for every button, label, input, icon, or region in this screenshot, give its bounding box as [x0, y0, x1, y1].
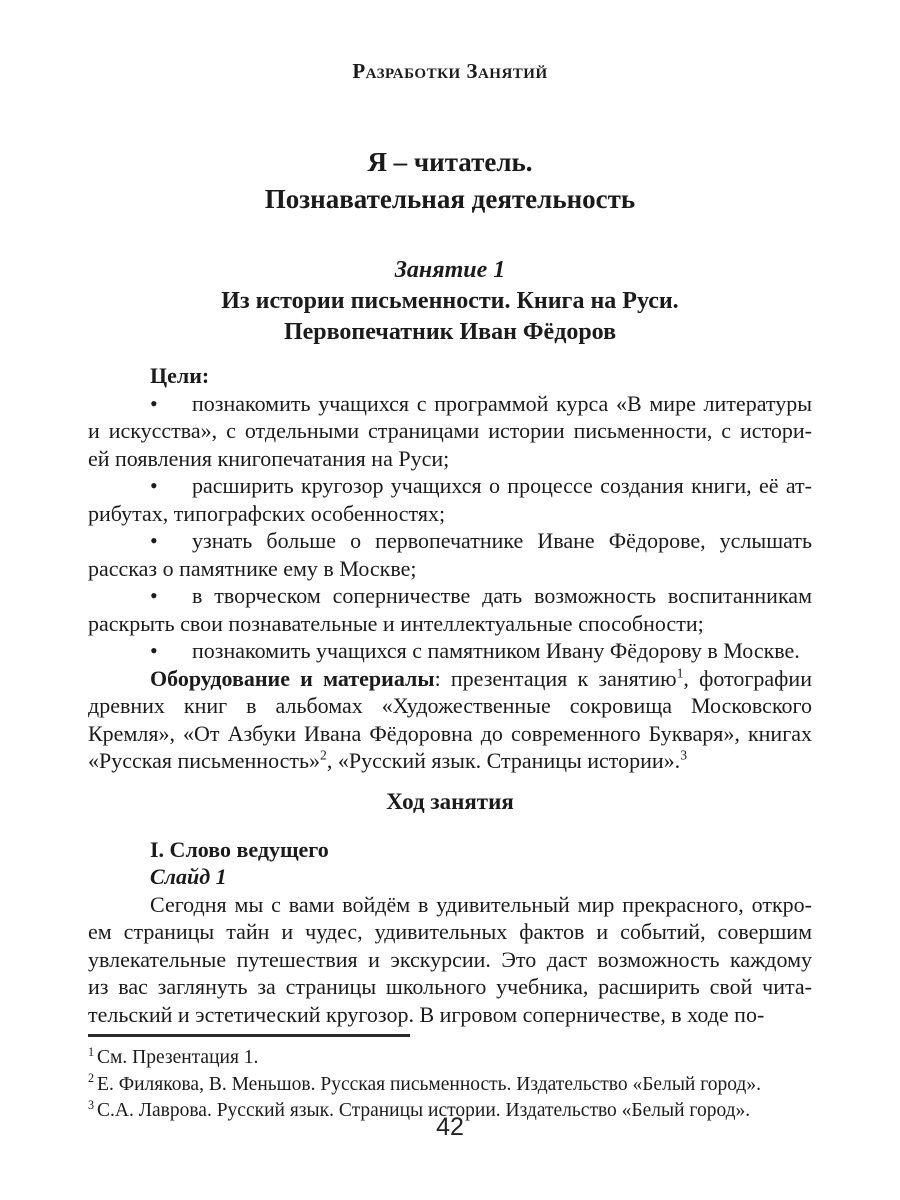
text-line: [88, 472, 812, 500]
footnote-number: 1: [88, 1044, 95, 1059]
text-run: I. Слово ведущего: [150, 836, 329, 862]
text-run: узнать больше о первопечатнике Иване Фёдорове, услышать: [192, 528, 812, 553]
text-run: и искусства», с отдельными страницами истории письменности, с истори-: [88, 418, 812, 443]
intro-paragraph: [88, 891, 812, 1029]
goal-4: [88, 582, 812, 637]
speaker-heading: [88, 836, 812, 864]
goal-1: [88, 390, 812, 473]
text-line: [88, 973, 812, 1001]
footnote-text: См. Презентация 1.: [97, 1047, 259, 1068]
text-run: Оборудование и материалы: [150, 665, 435, 691]
text-line: [88, 665, 812, 693]
text-run: увлекательные путешествия и экскурсии. Это даст возможность каждому: [88, 946, 812, 972]
text-line: [88, 836, 812, 864]
text-line: [88, 500, 812, 528]
goal-2: [88, 472, 812, 527]
lesson-title-line-1: Из истории письменности. Книга на Руси.: [221, 288, 679, 314]
text-line: [88, 863, 812, 891]
lesson-heading: [88, 255, 812, 348]
footnote-reference: 2: [320, 747, 327, 763]
title-line-2: Познавательная деятельность: [264, 184, 636, 214]
bullet-icon: •: [150, 390, 158, 416]
bullet-icon: •: [150, 528, 158, 553]
text-run: Слайд 1: [150, 864, 227, 889]
text-run: , фотографии: [683, 665, 812, 691]
text-run: познакомить учащихся с памятником Ивану Фёдорову в Москве.: [192, 638, 800, 663]
text-run: «Русская письменность»: [88, 748, 321, 773]
footnotes: [88, 1034, 812, 1125]
footnote-reference: 1: [676, 665, 684, 681]
text-run: ей появления книгопечатания на Руси;: [88, 445, 450, 471]
text-run: рибутах, типографских особенностях;: [88, 500, 446, 526]
footnote-item: [88, 1045, 812, 1072]
footnote-number: 3: [88, 1097, 95, 1112]
text-run: в творческом соперничестве дать возможность воспитанникам: [192, 583, 812, 608]
footnote-reference: 3: [680, 747, 687, 763]
text-run: расширить кругозор учащихся о процессе создания книги, её ат-: [192, 473, 812, 498]
text-run: древних книг в альбомах «Художественные сокровища Московского: [88, 693, 812, 718]
footnote-text: Е. Филякова, В. Меньшов. Русская письменность. Издательство «Белый город».: [97, 1073, 761, 1095]
goal-3: [88, 527, 812, 582]
goals-heading: [88, 362, 812, 390]
goal-5: [88, 637, 812, 665]
text-run: Цели:: [150, 363, 210, 388]
footnote-number: 2: [88, 1071, 95, 1085]
body-blocks: [88, 362, 812, 1028]
text-run: Кремля», «От Азбуки Ивана Фёдоровна до современного Букваря», книгах: [88, 720, 812, 746]
text-line: [88, 891, 812, 919]
text-line: [88, 527, 812, 555]
text-line: [88, 555, 812, 583]
bullet-icon: •: [150, 473, 158, 498]
section-heading: Ход занятия: [386, 788, 514, 814]
page-number: 42: [436, 1113, 464, 1141]
text-run: Сегодня мы с вами войдём в удивительный мир прекрасного, откро-: [150, 891, 812, 917]
text-run: , «Русский язык. Страницы истории».: [326, 748, 681, 773]
bullet-icon: •: [150, 638, 158, 663]
text-line: [88, 445, 812, 473]
text-line: [88, 918, 812, 946]
title-line-1: Я – читатель.: [367, 147, 533, 177]
text-line: [88, 720, 812, 748]
text-run: ем страницы тайн и чудес, удивительных фактов и событий, совершим: [88, 919, 812, 944]
text-run: тельский и эстетический кругозор. В игровом соперничестве, в ходе по-: [88, 1001, 765, 1027]
text-line: [88, 390, 812, 418]
text-run: познакомить учащихся с программой курса «В мире литературы: [192, 390, 812, 416]
text-line: [88, 610, 812, 638]
text-run: : презентация к занятию: [434, 665, 677, 691]
text-line: [88, 1001, 812, 1029]
text-line: [88, 946, 812, 974]
lesson-title-line-2: Первопечатник Иван Фёдоров: [283, 319, 617, 345]
bullet-icon: •: [150, 583, 158, 608]
lesson-label: Занятие 1: [394, 257, 506, 283]
equipment: [88, 665, 812, 775]
footnote-text: С.А. Лаврова. Русский язык. Страницы истории. Издательство «Белый город».: [97, 1100, 751, 1121]
text-line: [88, 582, 812, 610]
text-line: [88, 747, 812, 775]
text-line: [88, 362, 812, 390]
running-header: Разработки Занятий: [352, 59, 548, 83]
text-run: из вас заглянуть за страницы школьного учебника, расширить свой чита-: [88, 974, 812, 999]
text-line: [88, 417, 812, 445]
text-run: раскрыть свои познавательные и интеллектуальные способности;: [88, 610, 704, 636]
text-line: [88, 637, 812, 665]
footnote-separator: [88, 1034, 410, 1037]
document-title: [88, 144, 812, 218]
text-line: [88, 692, 812, 720]
slide-heading: [88, 863, 812, 891]
footnote-item: [88, 1072, 812, 1099]
text-run: рассказ о памятнике ему в Москве;: [88, 555, 417, 581]
